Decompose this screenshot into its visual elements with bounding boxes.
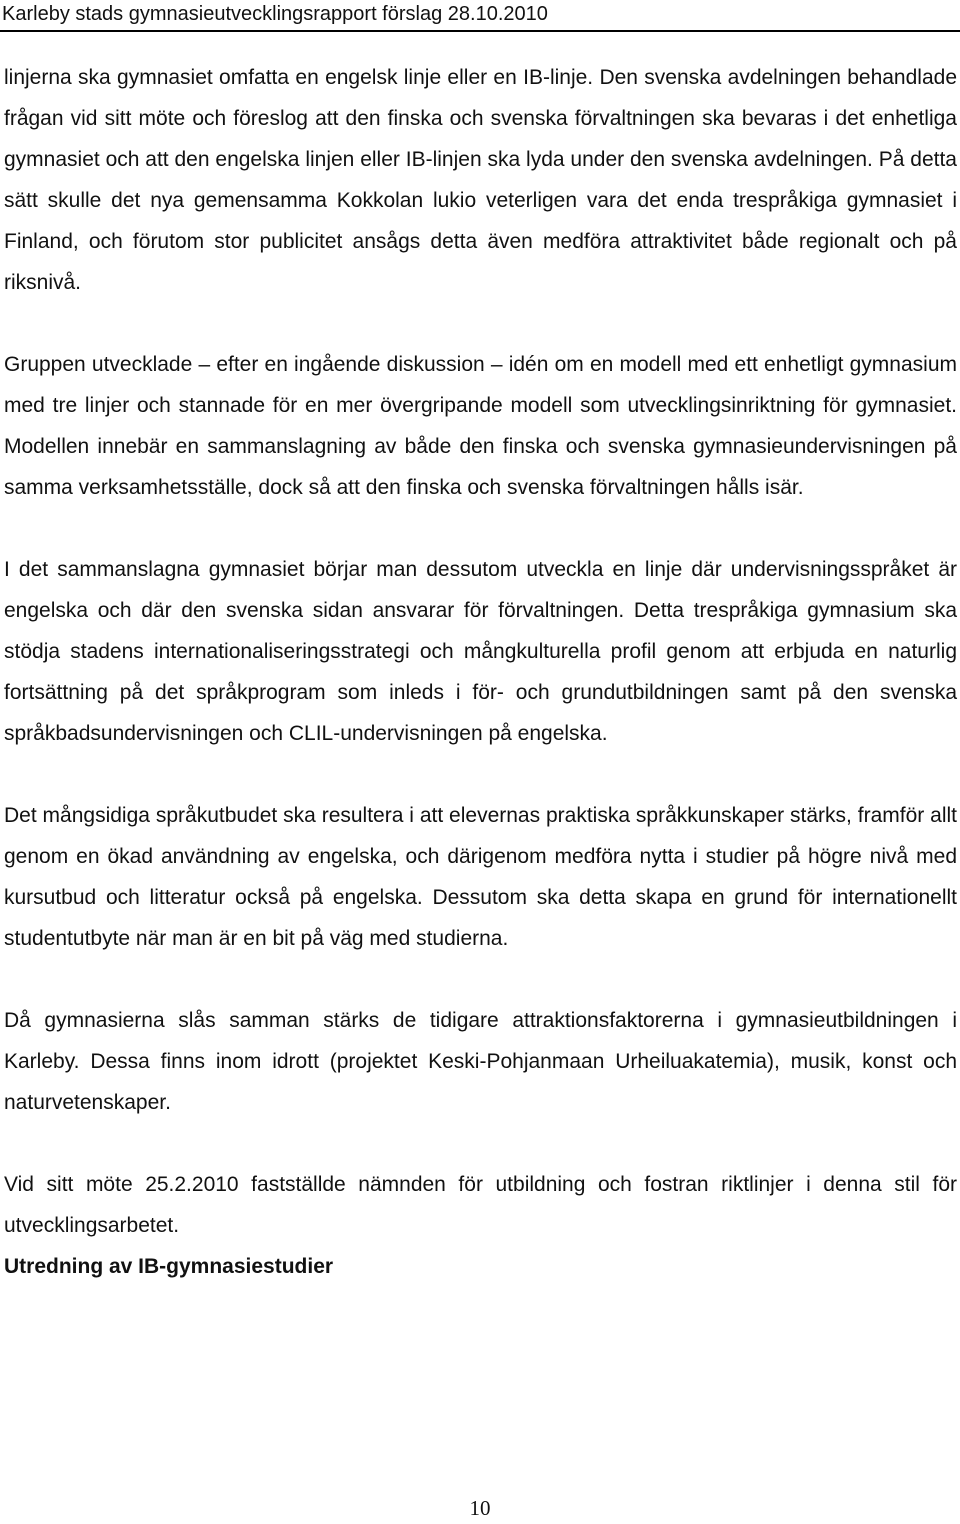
- paragraph-6: Vid sitt möte 25.2.2010 fastställde nämnden för utbildning och fostran riktlinjer i denna stil för utvecklingsarbetet.: [4, 1173, 957, 1237]
- section-heading: Utredning av IB-gymnasiestudier: [4, 1255, 334, 1278]
- paragraph-1: linjerna ska gymnasiet omfatta en engelsk linje eller en IB-linje. Den svenska avdelningen behandlade frågan vid sitt möte och föreslog att den finska och svenska förvaltningen ska bevaras i det enhetliga gymnasiet och att den engelska linjen eller IB-linjen ska lyda under den svenska avdelningen. På detta sätt skulle det nya gemensamma Kokkolan lukio veterligen vara det enda trespråkiga gymnasiet i Finland, och förutom stor publicitet ansågs detta även medföra attraktivitet både regionalt och på riksnivå.: [4, 66, 957, 294]
- running-header: Karleby stads gymnasieutvecklingsrapport förslag 28.10.2010: [2, 3, 548, 25]
- document-body: [4, 57, 957, 1287]
- header-rule: [0, 30, 960, 32]
- paragraph-3: I det sammanslagna gymnasiet börjar man dessutom utveckla en linje där undervisningsspråket är engelska och där den svenska sidan ansvarar för förvaltningen. Detta trespråkiga gymnasium ska stödja stadens internationaliseringsstrategi och mångkulturella profil genom att erbjuda en naturlig fortsättning på det språkprogram som inleds i för- och grundutbildningen samt på den svenska språkbadsundervisningen och CLIL-undervisningen på engelska.: [4, 558, 957, 745]
- paragraph-4: Det mångsidiga språkutbudet ska resultera i att elevernas praktiska språkkunskaper stärks, framför allt genom en ökad användning av engelska, och därigenom medföra nytta i studier på högre nivå med kursutbud och litteratur också på engelska. Dessutom ska detta skapa en grund för internationellt studentutbyte när man är en bit på väg med studierna.: [4, 804, 957, 950]
- paragraph-2: Gruppen utvecklade – efter en ingående diskussion – idén om en modell med ett enhetligt gymnasium med tre linjer och stannade för en mer övergripande modell som utvecklingsinriktning för gymnasiet. Modellen innebär en sammanslagning av både den finska och svenska gymnasieundervisningen på samma verksamhetsställe, dock så att den finska och svenska förvaltningen hålls isär.: [4, 353, 957, 499]
- paragraph-5: Då gymnasierna slås samman stärks de tidigare attraktionsfaktorerna i gymnasieutbildningen i Karleby. Dessa finns inom idrott (projektet Keski-Pohjanmaan Urheiluakatemia), musik, konst och naturvetenskaper.: [4, 1009, 957, 1114]
- page-number: 10: [469, 1496, 491, 1520]
